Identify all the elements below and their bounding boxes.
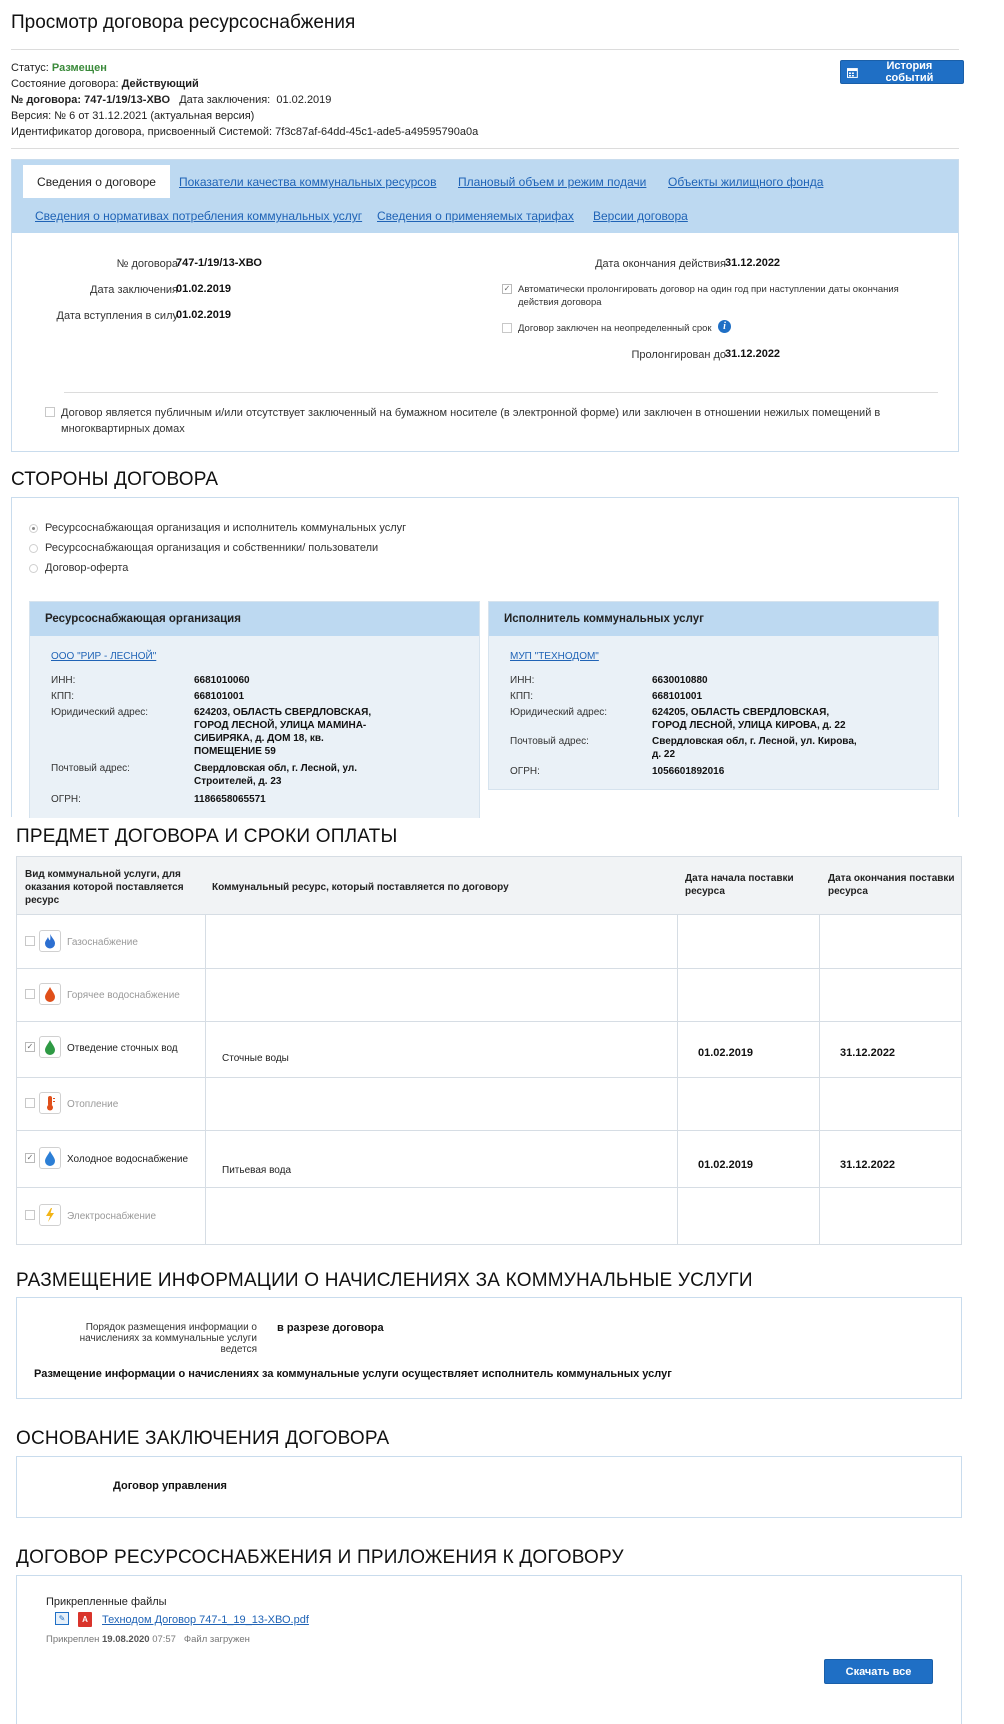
supplier-card-title: Ресурсоснабжающая организация xyxy=(30,602,479,636)
executor-inn: 6630010880 xyxy=(652,675,708,686)
service-checkbox[interactable] xyxy=(25,989,35,999)
service-checkbox[interactable] xyxy=(25,1098,35,1108)
tab-planned-volume[interactable]: Плановый объем и режим подачи xyxy=(458,175,647,189)
divider xyxy=(11,49,959,50)
accrual-order-value: в разрезе договора xyxy=(277,1322,384,1334)
legal-address-label: Юридический адрес: xyxy=(510,707,608,718)
info-icon[interactable]: i xyxy=(718,320,731,333)
executor-postal-address: Свердловская обл, г. Лесной, ул. Кирова, д. 22 xyxy=(652,736,857,760)
party-type-radio[interactable] xyxy=(29,524,38,533)
supplier-card xyxy=(29,601,480,818)
column-divider xyxy=(205,915,206,1244)
accruals-section-title: РАЗМЕЩЕНИЕ ИНФОРМАЦИИ О НАЧИСЛЕНИЯХ ЗА КОММУНАЛЬНЫЕ УСЛУГИ xyxy=(16,1270,753,1291)
party-type-option: Ресурсоснабжающая организация и собственники/ пользователи xyxy=(45,542,379,554)
pdf-icon: A xyxy=(78,1612,92,1627)
auto-prolong-checkbox[interactable]: ✓ xyxy=(503,284,511,293)
version-text: Версия: № 6 от 31.12.2021 (актуальная версия) xyxy=(11,110,255,122)
conclusion-date-label: Дата заключения xyxy=(90,284,178,296)
parties-panel xyxy=(11,497,959,817)
column-divider xyxy=(677,915,678,1244)
status-value: Размещен xyxy=(51,62,107,74)
divider xyxy=(11,148,959,149)
executor-card xyxy=(488,601,939,790)
prolonged-until-label: Пролонгирован до xyxy=(631,349,726,361)
table-header xyxy=(17,857,961,915)
inn-label: ИНН: xyxy=(51,675,76,686)
column-header: Вид коммунальной услуги, для оказания которой поставляется ресурс xyxy=(25,869,184,906)
party-type-radio[interactable] xyxy=(29,544,38,553)
contract-meta: Статус: Размещен Состояние договора: Действующий № договора: 747-1/19/13-ХВО Дата заключения: 01.02.2019 Версия: № 6 от 31.12.2021 (актуальная версия) Идентификатор договора, присвоенный Системой: 7f3c87af-64dd-45c1-ade5-a49595790a0a xyxy=(11,62,479,138)
supply-end-date: 31.12.2022 xyxy=(840,1047,896,1059)
accrual-order-label: Порядок размещения информации о начислениях за коммунальные услуги ведется xyxy=(79,1322,257,1355)
supplier-inn: 6681010060 xyxy=(194,675,250,686)
hot-water-drop-icon xyxy=(39,983,61,1005)
contract-identifier: 7f3c87af-64dd-45c1-ade5-a49595790a0a xyxy=(275,126,479,138)
supplier-ogrn: 1186658065571 xyxy=(194,794,266,805)
postal-address-label: Почтовый адрес: xyxy=(51,763,130,774)
party-type-radio[interactable] xyxy=(29,564,38,573)
resource-name: Сточные воды xyxy=(222,1053,289,1064)
supplier-kpp: 668101001 xyxy=(194,691,245,702)
divider xyxy=(64,392,938,393)
executor-legal-address: 624205, ОБЛАСТЬ СВЕРДЛОВСКАЯ, ГОРОД ЛЕСНОЙ, УЛИЦА КИРОВА, д. 22 xyxy=(652,707,846,731)
service-name: Электроснабжение xyxy=(67,1211,157,1222)
postal-address-label: Почтовый адрес: xyxy=(510,736,589,747)
column-header: Дата начала поставки ресурса xyxy=(685,873,794,897)
row-divider xyxy=(17,1077,961,1078)
supply-end-date: 31.12.2022 xyxy=(840,1159,896,1171)
supply-start-date: 01.02.2019 xyxy=(698,1047,754,1059)
file-attached-info: Прикреплен 19.08.2020 07:57 Файл загружен xyxy=(46,1634,250,1645)
kpp-label: КПП: xyxy=(510,691,533,702)
contract-details-panel xyxy=(11,159,959,452)
ogrn-label: ОГРН: xyxy=(51,794,81,805)
service-name: Горячее водоснабжение xyxy=(67,990,180,1001)
accrual-note: Размещение информации о начислениях за коммунальные услуги осуществляет исполнитель коммунальных услуг xyxy=(34,1368,672,1380)
supplier-name-link[interactable]: ООО "РИР - ЛЕСНОЙ" xyxy=(51,651,157,662)
service-name: Отопление xyxy=(67,1099,119,1110)
attachments-section-title: ДОГОВОР РЕСУРСОСНАБЖЕНИЯ И ПРИЛОЖЕНИЯ К ДОГОВОРУ xyxy=(16,1547,624,1568)
party-type-option: Ресурсоснабжающая организация и исполнитель коммунальных услуг xyxy=(45,522,407,534)
executor-kpp: 668101001 xyxy=(652,691,703,702)
column-header: Коммунальный ресурс, который поставляется по договору xyxy=(212,882,509,893)
basis-panel xyxy=(16,1456,962,1518)
lightning-icon xyxy=(39,1204,61,1226)
end-date-value: 31.12.2022 xyxy=(725,257,781,269)
supply-start-date: 01.02.2019 xyxy=(698,1159,754,1171)
kpp-label: КПП: xyxy=(51,691,74,702)
effective-date-value: 01.02.2019 xyxy=(176,309,232,321)
executor-name-link[interactable]: МУП "ТЕХНОДОМ" xyxy=(510,651,599,662)
auto-prolong-label: Автоматически пролонгировать договор на один год при наступлении даты окончания действия договора xyxy=(518,284,899,308)
tab-tariffs[interactable]: Сведения о применяемых тарифах xyxy=(377,209,574,223)
column-header: Дата окончания поставки ресурса xyxy=(828,873,955,897)
wastewater-drop-icon xyxy=(39,1036,61,1058)
tab-quality-indicators[interactable]: Показатели качества коммунальных ресурсов xyxy=(179,175,437,189)
public-contract-checkbox[interactable] xyxy=(45,407,55,417)
legal-address-label: Юридический адрес: xyxy=(51,707,149,718)
prolonged-until-value: 31.12.2022 xyxy=(725,348,781,360)
public-contract-label: Договор является публичным и/или отсутствует заключенный на бумажном носителе (в электронной форме) или заключен в отношении нежилых помещений в многоквартирных домах xyxy=(61,407,881,435)
calendar-icon xyxy=(847,67,858,78)
tabs-bar xyxy=(12,160,958,233)
attached-file-link[interactable]: Технодом Договор 747-1_19_13-ХВО.pdf xyxy=(102,1614,309,1626)
attached-files-label: Прикрепленные файлы xyxy=(46,1596,167,1608)
ogrn-label: ОГРН: xyxy=(510,766,540,777)
inn-label: ИНН: xyxy=(510,675,535,686)
conclusion-date-value: 01.02.2019 xyxy=(176,283,232,295)
cold-water-drop-icon xyxy=(39,1147,61,1169)
column-divider xyxy=(819,915,820,1244)
end-date-label: Дата окончания действия xyxy=(595,258,726,270)
services-table xyxy=(16,856,962,1245)
history-button[interactable]: История событий xyxy=(840,60,964,84)
party-type-option: Договор-оферта xyxy=(45,562,129,574)
tab-contract-info[interactable]: Сведения о договоре xyxy=(23,165,170,198)
tab-versions[interactable]: Версии договора xyxy=(593,209,688,223)
row-divider xyxy=(17,1130,961,1131)
indefinite-term-label: Договор заключен на неопределенный срок xyxy=(518,323,712,334)
supplier-postal-address: Свердловская обл, г. Лесной, ул. Строителей, д. 23 xyxy=(194,763,358,787)
conclusion-date: 01.02.2019 xyxy=(276,94,332,106)
resource-name: Питьевая вода xyxy=(222,1165,292,1176)
basis-value: Договор управления xyxy=(113,1480,227,1492)
row-divider xyxy=(17,968,961,969)
contract-number: 747-1/19/13-ХВО xyxy=(84,94,171,106)
contract-number-label: № договора xyxy=(116,258,178,270)
indefinite-term-checkbox[interactable] xyxy=(502,323,512,333)
state-value: Действующий xyxy=(121,78,199,90)
parties-section-title: СТОРОНЫ ДОГОВОРА xyxy=(11,469,219,490)
tab-housing-objects[interactable]: Объекты жилищного фонда xyxy=(668,175,824,189)
page-title: Просмотр договора ресурсоснабжения xyxy=(11,12,356,33)
gas-flame-icon xyxy=(39,930,61,952)
subject-section-title: ПРЕДМЕТ ДОГОВОРА И СРОКИ ОПЛАТЫ xyxy=(16,826,398,847)
tab-consumption-norms[interactable]: Сведения о нормативах потребления коммунальных услуг xyxy=(35,209,363,223)
service-checkbox[interactable] xyxy=(25,1210,35,1220)
attachments-panel xyxy=(16,1575,962,1724)
row-divider xyxy=(17,1021,961,1022)
download-all-button[interactable]: Скачать все xyxy=(824,1659,933,1684)
contract-number-value: 747-1/19/13-ХВО xyxy=(176,257,262,269)
thermometer-icon xyxy=(39,1092,61,1114)
service-name: Отведение сточных вод xyxy=(67,1043,178,1054)
supplier-legal-address: 624203, ОБЛАСТЬ СВЕРДЛОВСКАЯ, ГОРОД ЛЕСНОЙ, УЛИЦА МАМИНА-СИБИРЯКА, д. ДОМ 18, кв. ПОМЕЩЕНИЕ 59 xyxy=(194,707,372,757)
row-divider xyxy=(17,1187,961,1188)
executor-card-title: Исполнитель коммунальных услуг xyxy=(489,602,938,636)
service-name: Газоснабжение xyxy=(67,937,138,948)
accruals-panel xyxy=(16,1297,962,1399)
basis-section-title: ОСНОВАНИЕ ЗАКЛЮЧЕНИЯ ДОГОВОРА xyxy=(16,1428,390,1449)
service-checkbox[interactable]: ✓ xyxy=(26,1042,34,1051)
service-checkbox[interactable] xyxy=(25,936,35,946)
effective-date-label: Дата вступления в силу xyxy=(56,310,178,322)
service-name: Холодное водоснабжение xyxy=(67,1154,189,1165)
service-checkbox[interactable]: ✓ xyxy=(26,1153,34,1162)
signature-icon[interactable]: ✎ xyxy=(55,1612,69,1625)
executor-ogrn: 1056601892016 xyxy=(652,766,725,777)
